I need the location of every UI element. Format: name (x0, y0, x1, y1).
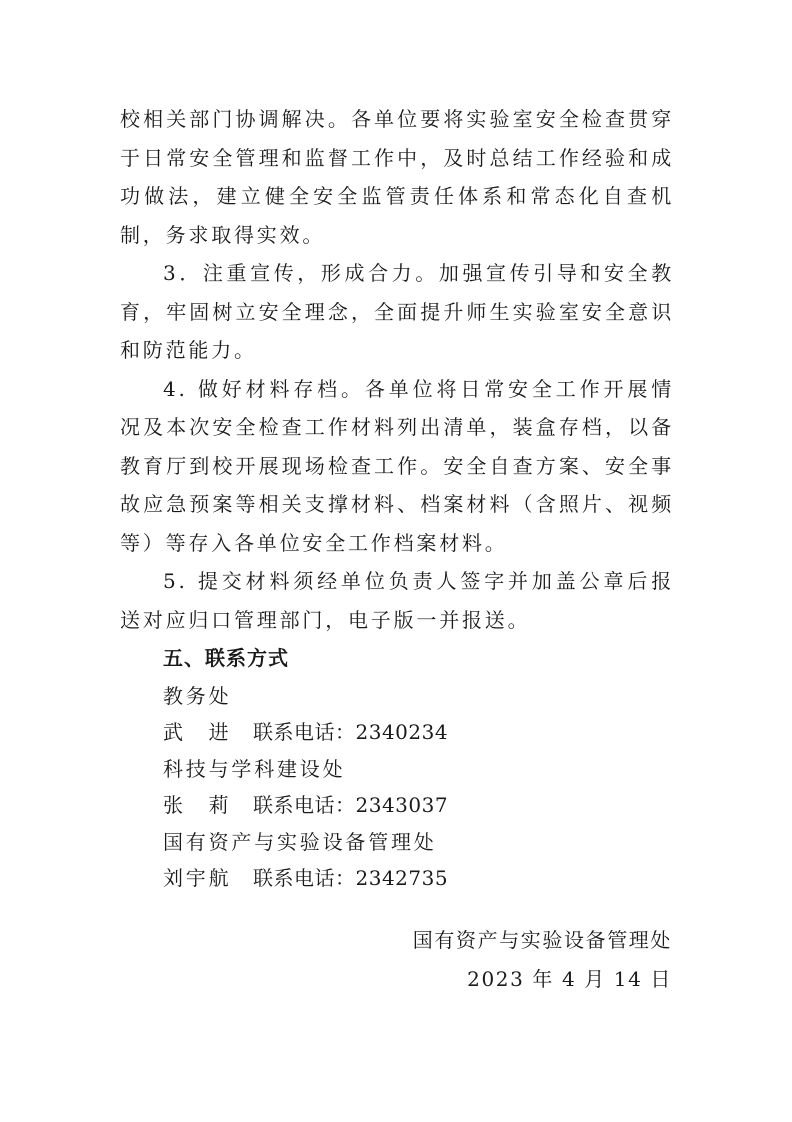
paragraph-item-4: 4. 做好材料存档。各单位将日常安全工作开展情况及本次安全检查工作材料列出清单，装盒存档，以备教育厅到校开展现场检查工作。安全自查方案、安全事故应急预案等相关支撑材料、档案材料（含照片、视频等）等存入各单位安全工作档案材料。 (120, 376, 674, 555)
section-heading-contacts: 五、联系方式 (163, 646, 289, 670)
contact-block-science-technology (120, 751, 674, 824)
contact-phone: 联系电话：2343037 (253, 793, 449, 817)
contact-phone: 联系电话：2342735 (253, 866, 449, 890)
contact-block-academic-affairs (120, 678, 674, 751)
contact-name: 武 进 (163, 720, 232, 744)
contact-person-line (120, 714, 674, 751)
contact-name: 张 莉 (163, 793, 232, 817)
signature-organization: 国有资产与实验设备管理处 (412, 928, 672, 952)
document-body (120, 100, 674, 897)
paragraph-continuation: 校相关部门协调解决。各单位要将实验室安全检查贯穿于日常安全管理和监督工作中，及时总结工作经验和成功做法，建立健全安全监管责任体系和常态化自查机制，务求取得实效。 (120, 107, 674, 247)
signature-block (413, 921, 672, 999)
signature-date: 2023 年 4 月 14 日 (467, 967, 672, 991)
paragraph-item-5: 5. 提交材料须经单位负责人签字并加盖公章后报送对应归口管理部门，电子版一并报送。 (120, 569, 674, 632)
contact-name: 刘宇航 (163, 866, 232, 890)
contact-department: 教务处 (163, 683, 232, 708)
contact-department: 科技与学科建设处 (163, 756, 346, 781)
contact-person-line (120, 860, 674, 897)
paragraph-item-3: 3．注重宣传，形成合力。加强宣传引导和安全教育，牢固树立安全理念，全面提升师生实验室安全意识和防范能力。 (120, 261, 674, 362)
contact-phone: 联系电话：2340234 (253, 720, 449, 744)
contact-department: 国有资产与实验设备管理处 (163, 829, 437, 854)
contact-block-asset-management (120, 824, 674, 897)
contact-person-line (120, 787, 674, 824)
